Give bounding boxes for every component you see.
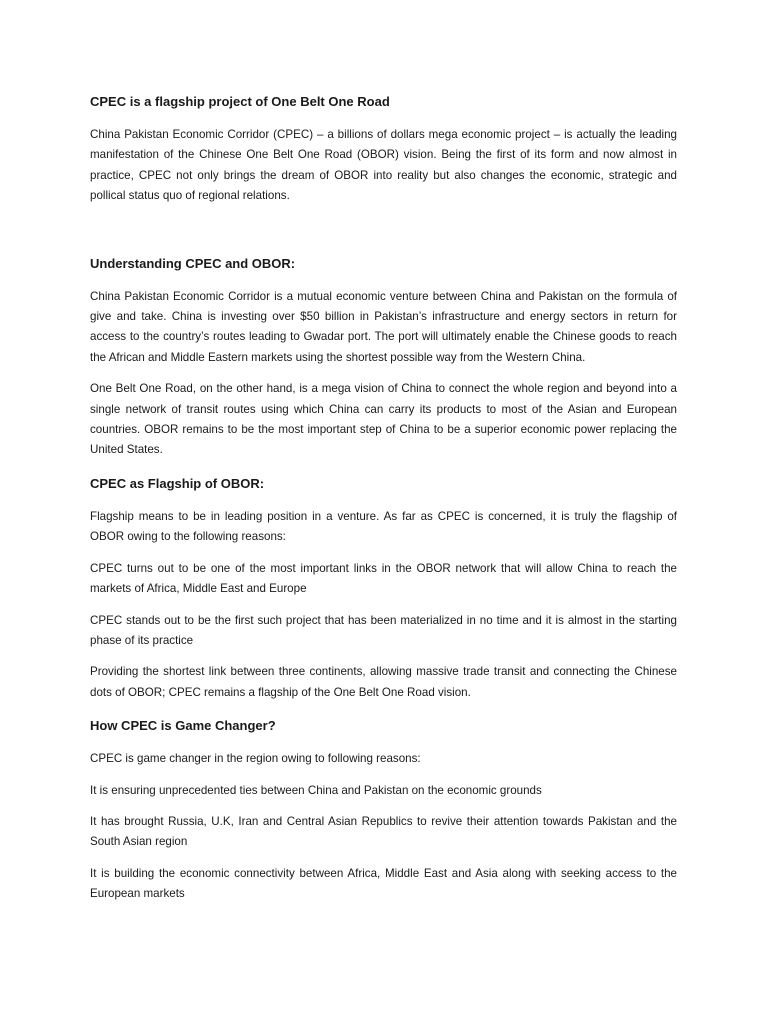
body-paragraph: One Belt One Road, on the other hand, is a mega vision of China to connect the whole region and beyond into a single network of transit routes using which China can carry its products to most of the Asian and European countries. OBOR remains to be the most important step of China to be a superior economic power replacing the United States. — [90, 382, 677, 457]
section-heading: Understanding CPEC and OBOR: — [90, 255, 296, 271]
body-paragraph: CPEC turns out to be one of the most important links in the OBOR network that will allow China to reach the markets of Africa, Middle East and Europe — [90, 561, 677, 596]
body-paragraph: It is building the economic connectivity between Africa, Middle East and Asia along with seeking access to the European markets — [90, 866, 677, 901]
section-heading: CPEC is a flagship project of One Belt One Road — [90, 94, 390, 109]
body-paragraph: It has brought Russia, U.K, Iran and Central Asian Republics to revive their attention towards Pakistan and the South Asian region — [90, 814, 677, 849]
document-page — [90, 92, 677, 905]
body-paragraph: China Pakistan Economic Corridor is a mutual economic venture between China and Pakistan on the formula of give and take. China is investing over $50 billion in Pakistan’s infrastructure and energy sectors in return for access to the country’s routes leading to Gwadar port. The port will ultimately enable the Chinese goods to reach the African and Middle Eastern markets using the shortest possible way from the Western China. — [90, 289, 677, 364]
section-heading: CPEC as Flagship of OBOR: — [90, 475, 265, 491]
body-paragraph: CPEC is game changer in the region owing to following reasons: — [90, 752, 421, 766]
section-heading: How CPEC is Game Changer? — [90, 718, 276, 734]
body-paragraph: It is ensuring unprecedented ties between China and Pakistan on the economic grounds — [90, 783, 542, 797]
body-paragraph: CPEC stands out to be the first such project that has been materialized in no time and it is almost in the starting phase of its practice — [90, 613, 677, 647]
body-paragraph: Providing the shortest link between three continents, allowing massive trade transit and connecting the Chinese dots of OBOR; CPEC remains a flagship of the One Belt One Road vision. — [90, 665, 677, 699]
body-paragraph: China Pakistan Economic Corridor (CPEC) – a billions of dollars mega economic project – is actually the leading manifestation of the Chinese One Belt One Road (OBOR) vision. Being the first of its form and now almost in practice, CPEC not only brings the dream of OBOR into reality but also changes the economic, strategic and pollical status quo of regional relations. — [90, 128, 677, 203]
body-paragraph: Flagship means to be in leading position in a venture. As far as CPEC is concerned, it is truly the flagship of OBOR owing to the following reasons: — [90, 509, 677, 544]
